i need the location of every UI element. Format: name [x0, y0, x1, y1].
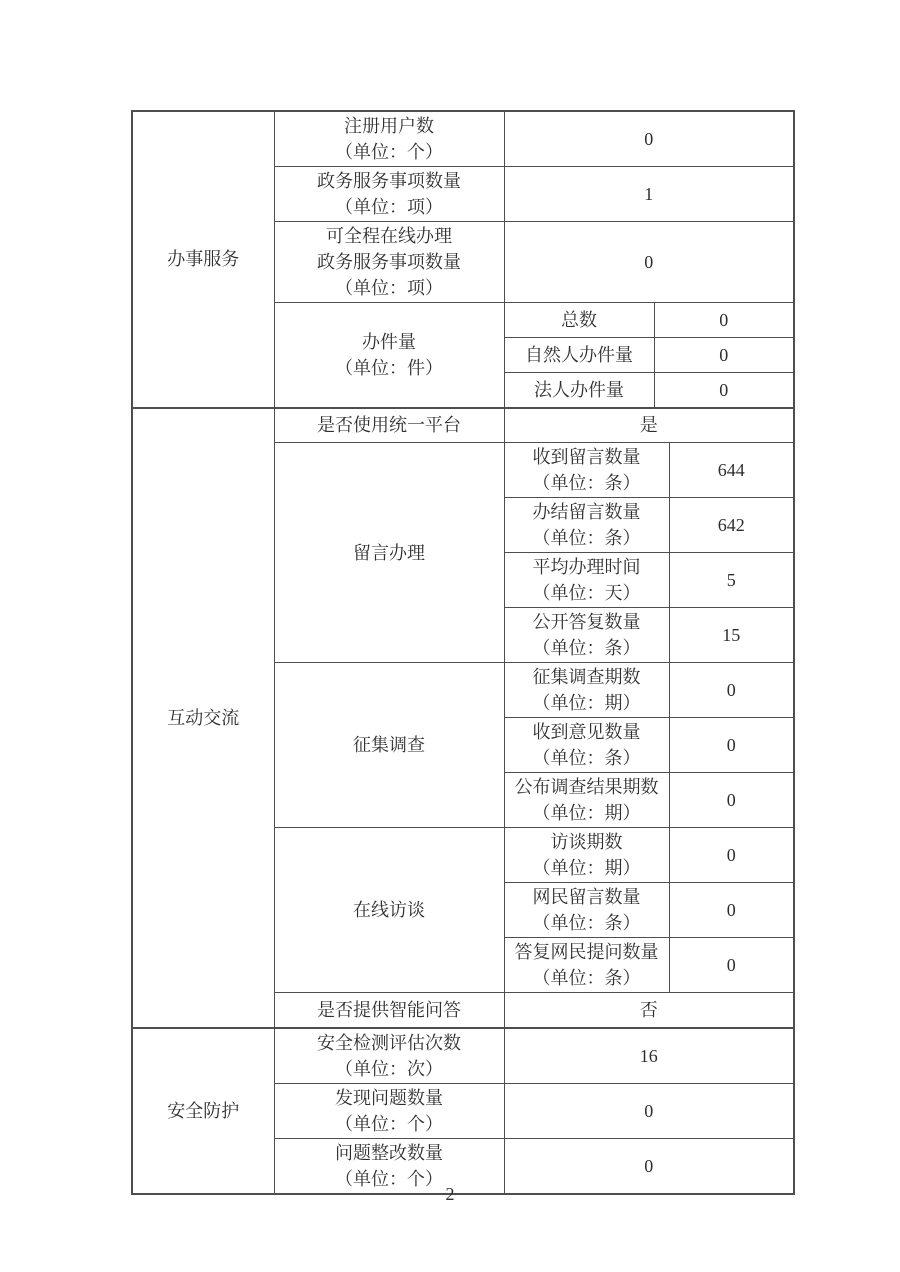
page-number: 2: [445, 1184, 455, 1204]
metric-label: 问题整改数量: [335, 1142, 443, 1163]
submetric-label: 自然人办件量: [504, 338, 654, 373]
metric-label: 可全程在线办理: [326, 226, 452, 246]
submetric-label: 法人办件量: [504, 373, 654, 408]
submetric-unit: （单位：条）: [532, 968, 641, 988]
metric-label-cell: [274, 167, 504, 222]
submetric-value: 0: [669, 938, 794, 993]
metric-label: 在线访谈: [353, 900, 425, 920]
metric-value: 否: [504, 993, 794, 1028]
metric-label-cell: [274, 993, 504, 1028]
submetric-unit: （单位：期）: [532, 803, 641, 823]
submetric-value: 15: [669, 608, 794, 663]
metric-label: 留言办理: [353, 542, 425, 563]
table-row: [132, 111, 794, 167]
metric-label: 政务服务事项数量: [317, 252, 461, 272]
metric-label-cell: [274, 1083, 504, 1138]
submetric-value: 0: [669, 883, 794, 938]
metric-label-cell: [274, 1028, 504, 1084]
table-row: [132, 408, 794, 443]
submetric-label: 办结留言数量: [532, 502, 641, 522]
category-cell-service: 办事服务: [132, 111, 274, 408]
submetric-label: 总数: [504, 303, 654, 338]
report-table: [131, 110, 795, 1195]
metric-label-cell: [274, 222, 504, 303]
metric-unit: （单位：次）: [335, 1058, 443, 1079]
submetric-label-cell: [504, 718, 669, 773]
table-row: [132, 1028, 794, 1084]
submetric-label-cell: [504, 883, 669, 938]
submetric-label-cell: [504, 608, 669, 663]
submetric-unit: （单位：条）: [532, 913, 641, 933]
metric-label: 安全检测评估次数: [317, 1032, 461, 1053]
submetric-label: 公布调查结果期数: [514, 777, 659, 797]
metric-group-label-cell: [274, 443, 504, 663]
submetric-value: 0: [654, 338, 794, 373]
submetric-unit: （单位：条）: [532, 748, 641, 768]
submetric-label-cell: [504, 443, 669, 498]
metric-group-label-cell: [274, 303, 504, 408]
submetric-label: 公开答复数量: [532, 612, 641, 632]
metric-unit: （单位：个）: [335, 1113, 443, 1134]
submetric-unit: （单位：天）: [532, 583, 641, 603]
metric-label: 办件量: [362, 331, 416, 352]
metric-label: 发现问题数量: [335, 1087, 443, 1108]
metric-unit: （单位：个）: [335, 1168, 443, 1189]
metric-label: 是否提供智能问答: [317, 999, 461, 1020]
metric-label: 注册用户数: [344, 116, 434, 136]
submetric-unit: （单位：条）: [532, 473, 641, 493]
metric-label: 征集调查: [353, 735, 425, 755]
submetric-label: 收到意见数量: [532, 722, 641, 742]
metric-unit: （单位：项）: [335, 278, 443, 298]
submetric-value: 5: [669, 553, 794, 608]
metric-label-cell: [274, 111, 504, 167]
category-cell-interaction: 互动交流: [132, 408, 274, 1028]
submetric-label-cell: [504, 663, 669, 718]
submetric-value: 0: [669, 828, 794, 883]
submetric-label: 平均办理时间: [532, 557, 641, 577]
submetric-unit: （单位：条）: [532, 638, 641, 658]
submetric-label: 访谈期数: [550, 832, 623, 852]
submetric-label: 网民留言数量: [532, 887, 641, 907]
submetric-unit: （单位：期）: [532, 858, 641, 878]
submetric-label-cell: [504, 828, 669, 883]
submetric-label: 征集调查期数: [532, 667, 641, 687]
submetric-value: 642: [669, 498, 794, 553]
metric-unit: （单位：个）: [335, 142, 443, 162]
metric-value: 0: [504, 1083, 794, 1138]
submetric-label-cell: [504, 773, 669, 828]
category-cell-security: 安全防护: [132, 1028, 274, 1194]
submetric-value: 0: [669, 773, 794, 828]
metric-value: 0: [504, 1138, 794, 1194]
metric-value: 1: [504, 167, 794, 222]
metric-value: 0: [504, 111, 794, 167]
metric-unit: （单位：件）: [335, 357, 443, 378]
submetric-label-cell: [504, 553, 669, 608]
submetric-label: 收到留言数量: [532, 447, 641, 467]
metric-value: 0: [504, 222, 794, 303]
submetric-label-cell: [504, 498, 669, 553]
submetric-value: 0: [654, 373, 794, 408]
metric-value: 是: [504, 408, 794, 443]
submetric-label: 答复网民提问数量: [514, 942, 659, 962]
metric-label-cell: [274, 408, 504, 443]
submetric-unit: （单位：期）: [532, 693, 641, 713]
metric-label: 政务服务事项数量: [317, 171, 461, 191]
metric-label: 是否使用统一平台: [317, 415, 461, 436]
metric-value: 16: [504, 1028, 794, 1084]
metric-group-label-cell: [274, 663, 504, 828]
submetric-value: 644: [669, 443, 794, 498]
submetric-label-cell: [504, 938, 669, 993]
submetric-value: 0: [654, 303, 794, 338]
metric-group-label-cell: [274, 828, 504, 993]
submetric-value: 0: [669, 663, 794, 718]
submetric-value: 0: [669, 718, 794, 773]
submetric-unit: （单位：条）: [532, 528, 641, 548]
metric-unit: （单位：项）: [335, 197, 443, 217]
